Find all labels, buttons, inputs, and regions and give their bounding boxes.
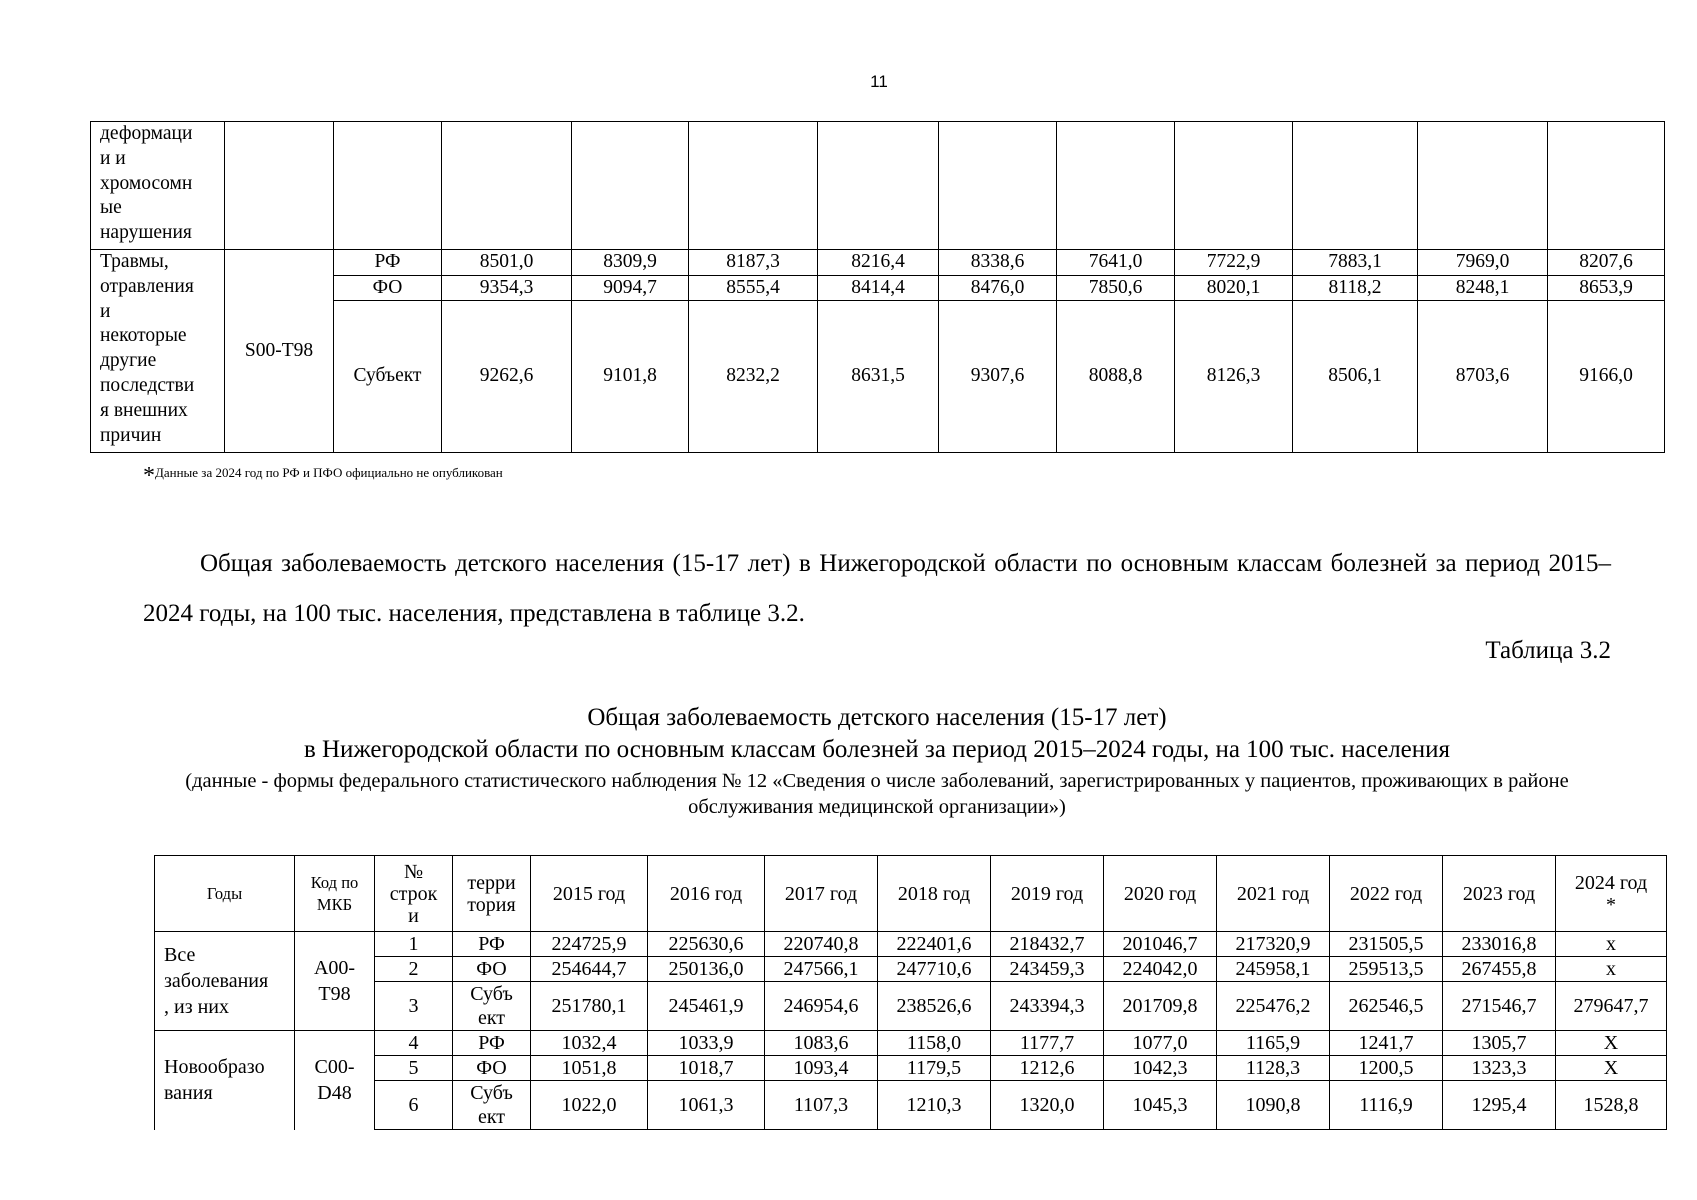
value-cell: 254644,7 bbox=[531, 957, 648, 982]
value-cell: 8126,3 bbox=[1175, 301, 1293, 453]
value-cell: 246954,6 bbox=[765, 982, 878, 1031]
value-cell: 220740,8 bbox=[765, 932, 878, 957]
value-cell: 231505,5 bbox=[1330, 932, 1443, 957]
header-cell: терри тория bbox=[453, 856, 531, 932]
value-cell: 8506,1 bbox=[1293, 301, 1418, 453]
value-cell: 271546,7 bbox=[1443, 982, 1556, 1031]
value-cell: 1323,3 bbox=[1443, 1056, 1556, 1081]
header-cell: 2022 год bbox=[1330, 856, 1443, 932]
table-3-2 bbox=[154, 855, 1667, 1130]
table-row bbox=[155, 932, 1667, 957]
value-cell: 1061,3 bbox=[648, 1081, 765, 1130]
value-cell: 1212,6 bbox=[991, 1056, 1104, 1081]
value-cell: 7883,1 bbox=[1293, 250, 1418, 276]
value-cell: 243394,3 bbox=[991, 982, 1104, 1031]
header-cell: 2024 год * bbox=[1556, 856, 1667, 932]
value-cell: 1305,7 bbox=[1443, 1031, 1556, 1056]
territory-cell: Субъ ект bbox=[453, 982, 531, 1031]
footnote-text: Данные за 2024 год по РФ и ПФО официально не опубликован bbox=[155, 465, 503, 480]
class-cell: деформаци и и хромосомн ые нарушения bbox=[91, 122, 225, 250]
page-number: 11 bbox=[870, 72, 888, 91]
territory-cell: Субъ ект bbox=[453, 1081, 531, 1130]
table-title-line2: в Нижегородской области по основным классам болезней за период 2015–2024 годы, на 100 тыс. населения bbox=[303, 736, 1451, 763]
row-number-cell: 5 bbox=[375, 1056, 453, 1081]
value-cell: 8703,6 bbox=[1418, 301, 1548, 453]
territory-cell: РФ bbox=[453, 1031, 531, 1056]
value-cell: 9094,7 bbox=[572, 275, 689, 301]
value-cell: 262546,5 bbox=[1330, 982, 1443, 1031]
value-cell: 1077,0 bbox=[1104, 1031, 1217, 1056]
icd-code-cell: С00- D48 bbox=[295, 1031, 375, 1130]
value-cell: 9101,8 bbox=[572, 301, 689, 453]
value-cell: 267455,8 bbox=[1443, 957, 1556, 982]
body-paragraph bbox=[143, 539, 1611, 639]
header-cell: Код по МКБ bbox=[295, 856, 375, 932]
value-cell: 1045,3 bbox=[1104, 1081, 1217, 1130]
value-cell: 8631,5 bbox=[818, 301, 939, 453]
header-cell: 2017 год bbox=[765, 856, 878, 932]
table-row bbox=[155, 1056, 1667, 1081]
territory-cell: ФО bbox=[453, 957, 531, 982]
table-label: Таблица 3.2 bbox=[1485, 637, 1611, 664]
icd-code-cell: А00- Т98 bbox=[295, 932, 375, 1031]
value-cell: 247566,1 bbox=[765, 957, 878, 982]
footnote-star: * bbox=[143, 463, 155, 489]
territory-cell: ФО bbox=[334, 275, 442, 301]
value-cell: 8414,4 bbox=[818, 275, 939, 301]
value-cell: 224725,9 bbox=[531, 932, 648, 957]
value-cell: 1241,7 bbox=[1330, 1031, 1443, 1056]
icd-code-cell: S00-T98 bbox=[225, 250, 334, 453]
value-cell: 1051,8 bbox=[531, 1056, 648, 1081]
territory-cell: Субъект bbox=[334, 301, 442, 453]
value-cell: 217320,9 bbox=[1217, 932, 1330, 957]
value-cell: 1295,4 bbox=[1443, 1081, 1556, 1130]
value-cell: 201709,8 bbox=[1104, 982, 1217, 1031]
header-row bbox=[155, 856, 1667, 932]
header-cell: Годы bbox=[155, 856, 295, 932]
value-cell: 8118,2 bbox=[1293, 275, 1418, 301]
value-cell: 8207,6 bbox=[1548, 250, 1665, 276]
value-cell: 9262,6 bbox=[442, 301, 572, 453]
header-cell: 2016 год bbox=[648, 856, 765, 932]
value-cell: 7722,9 bbox=[1175, 250, 1293, 276]
value-cell: 245958,1 bbox=[1217, 957, 1330, 982]
class-cell: Все заболевания , из них bbox=[155, 932, 295, 1031]
value-cell: 8088,8 bbox=[1057, 301, 1175, 453]
value-cell: 247710,6 bbox=[878, 957, 991, 982]
header-cell: 2020 год bbox=[1104, 856, 1217, 932]
table-title-line1: Общая заболеваемость детского населения (15-17 лет) bbox=[587, 704, 1167, 731]
territory-cell: РФ bbox=[453, 932, 531, 957]
value-cell: 1090,8 bbox=[1217, 1081, 1330, 1130]
value-cell: 222401,6 bbox=[878, 932, 991, 957]
value-cell: 251780,1 bbox=[531, 982, 648, 1031]
header-cell: 2023 год bbox=[1443, 856, 1556, 932]
value-cell: 8232,2 bbox=[689, 301, 818, 453]
class-cell: Травмы, отравления и некоторые другие последстви я внешних причин bbox=[91, 250, 225, 453]
table-row bbox=[155, 982, 1667, 1031]
header-cell: 2015 год bbox=[531, 856, 648, 932]
value-cell: 243459,3 bbox=[991, 957, 1104, 982]
table-row bbox=[155, 1031, 1667, 1056]
footnote bbox=[143, 463, 503, 490]
value-cell: 7850,6 bbox=[1057, 275, 1175, 301]
value-cell: 1107,3 bbox=[765, 1081, 878, 1130]
value-cell: 1022,0 bbox=[531, 1081, 648, 1130]
table-row bbox=[155, 957, 1667, 982]
value-cell: 1165,9 bbox=[1217, 1031, 1330, 1056]
value-cell: 238526,6 bbox=[878, 982, 991, 1031]
value-cell: 250136,0 bbox=[648, 957, 765, 982]
value-cell: 8338,6 bbox=[939, 250, 1057, 276]
value-cell: 201046,7 bbox=[1104, 932, 1217, 957]
value-cell: 1158,0 bbox=[878, 1031, 991, 1056]
value-cell: Х bbox=[1556, 1056, 1667, 1081]
table-row bbox=[91, 122, 1665, 250]
table-continuation bbox=[90, 121, 1665, 453]
value-cell: 233016,8 bbox=[1443, 932, 1556, 957]
territory-cell: ФО bbox=[453, 1056, 531, 1081]
value-cell: 1018,7 bbox=[648, 1056, 765, 1081]
value-cell: 9354,3 bbox=[442, 275, 572, 301]
value-cell: Х bbox=[1556, 1031, 1667, 1056]
value-cell: 279647,7 bbox=[1556, 982, 1667, 1031]
header-cell: 2021 год bbox=[1217, 856, 1330, 932]
value-cell: 7969,0 bbox=[1418, 250, 1548, 276]
value-cell: 1528,8 bbox=[1556, 1081, 1667, 1130]
value-cell: 8476,0 bbox=[939, 275, 1057, 301]
value-cell: 8187,3 bbox=[689, 250, 818, 276]
class-cell: Новообразо вания bbox=[155, 1031, 295, 1130]
value-cell: 1033,9 bbox=[648, 1031, 765, 1056]
value-cell: 1210,3 bbox=[878, 1081, 991, 1130]
row-number-cell: 3 bbox=[375, 982, 453, 1031]
value-cell: 8020,1 bbox=[1175, 275, 1293, 301]
header-cell: 2019 год bbox=[991, 856, 1104, 932]
value-cell: 218432,7 bbox=[991, 932, 1104, 957]
value-cell: 9307,6 bbox=[939, 301, 1057, 453]
table-row bbox=[91, 250, 1665, 276]
value-cell: 1128,3 bbox=[1217, 1056, 1330, 1081]
value-cell: 8653,9 bbox=[1548, 275, 1665, 301]
value-cell: 7641,0 bbox=[1057, 250, 1175, 276]
value-cell: 1093,4 bbox=[765, 1056, 878, 1081]
header-cell: № строк и bbox=[375, 856, 453, 932]
header-cell: 2018 год bbox=[878, 856, 991, 932]
value-cell: 1179,5 bbox=[878, 1056, 991, 1081]
value-cell: 9166,0 bbox=[1548, 301, 1665, 453]
territory-cell: РФ bbox=[334, 250, 442, 276]
row-number-cell: 1 bbox=[375, 932, 453, 957]
value-cell: 8216,4 bbox=[818, 250, 939, 276]
value-cell: 245461,9 bbox=[648, 982, 765, 1031]
value-cell: 8501,0 bbox=[442, 250, 572, 276]
value-cell: х bbox=[1556, 932, 1667, 957]
value-cell: 1116,9 bbox=[1330, 1081, 1443, 1130]
row-number-cell: 4 bbox=[375, 1031, 453, 1056]
value-cell: 1032,4 bbox=[531, 1031, 648, 1056]
value-cell: 8555,4 bbox=[689, 275, 818, 301]
paragraph-text: Общая заболеваемость детского населения (15-17 лет) в Нижегородской области по основным классам болезней за период 2015–2024 годы, на 100 тыс. населения, представлена в таблице 3.2. bbox=[143, 550, 1611, 627]
row-number-cell: 6 bbox=[375, 1081, 453, 1130]
value-cell: 1083,6 bbox=[765, 1031, 878, 1056]
value-cell: 225476,2 bbox=[1217, 982, 1330, 1031]
value-cell: 259513,5 bbox=[1330, 957, 1443, 982]
table-row bbox=[155, 1081, 1667, 1130]
value-cell: 8309,9 bbox=[572, 250, 689, 276]
table-title-source: (данные - формы федерального статистического наблюдения № 12 «Сведения о числе заболеваний, зарегистрированных у пациентов, проживающих в районе обслуживания медицинской организации») bbox=[185, 770, 1569, 818]
value-cell: 8248,1 bbox=[1418, 275, 1548, 301]
value-cell: 225630,6 bbox=[648, 932, 765, 957]
value-cell: 1177,7 bbox=[991, 1031, 1104, 1056]
value-cell: 1200,5 bbox=[1330, 1056, 1443, 1081]
value-cell: 1320,0 bbox=[991, 1081, 1104, 1130]
row-number-cell: 2 bbox=[375, 957, 453, 982]
value-cell: х bbox=[1556, 957, 1667, 982]
value-cell: 1042,3 bbox=[1104, 1056, 1217, 1081]
value-cell: 224042,0 bbox=[1104, 957, 1217, 982]
